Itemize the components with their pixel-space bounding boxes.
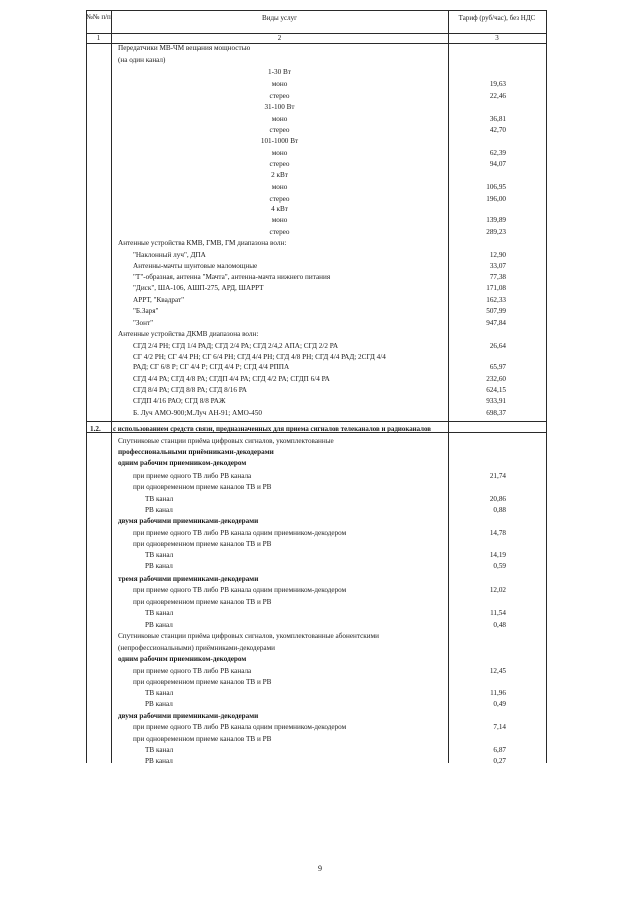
row-tariff-value: 947,84 bbox=[486, 319, 506, 327]
col-number-2: 2 bbox=[277, 34, 282, 42]
row-tariff-value: 0,49 bbox=[493, 700, 506, 708]
row-tariff-value: 0,27 bbox=[493, 757, 506, 765]
row-tariff-value: 20,86 bbox=[489, 495, 506, 503]
row-service-text: РВ канал bbox=[145, 506, 173, 514]
row-service-text: Антенные устройства КМВ, ГМВ, ГМ диапазона волн: bbox=[118, 239, 287, 247]
header-num bbox=[86, 13, 111, 21]
row-service-text: при одновременном приеме каналов ТВ и РВ bbox=[133, 735, 272, 743]
row-tariff-value: 196,00 bbox=[486, 195, 506, 203]
row-tariff-value: 21,74 bbox=[489, 472, 506, 480]
row-tariff-value: 507,99 bbox=[486, 307, 506, 315]
row-service-text: при одновременном приеме каналов ТВ и РВ bbox=[133, 540, 272, 548]
row-service-text: стерео bbox=[269, 126, 290, 134]
col-number-1: 1 bbox=[96, 34, 101, 42]
col-number-3: 3 bbox=[495, 34, 499, 42]
row-service-text: ТВ канал bbox=[145, 689, 174, 697]
row-service-text: (непрофессиональными) приёмниками-декодерами bbox=[118, 644, 276, 652]
row-service-text: Б. Луч АМО-900;М.Луч АН-91; АМО-450 bbox=[133, 409, 262, 417]
row-service-text: "Наклонный луч", ДПА bbox=[133, 251, 206, 259]
row-service-text: АРРТ, "Квадрат" bbox=[133, 296, 185, 304]
row-tariff-value: 77,38 bbox=[489, 273, 506, 281]
row-tariff-value: 19,63 bbox=[489, 80, 506, 88]
table-border-top bbox=[86, 10, 547, 11]
row-service-text: СГ 4/2 РН; СГ 4/4 РН; СГ 6/4 РН; СГД 4/4 РН; СГД 4/8 РН; СГД 4/4 РАД; 2СГД 4/4 bbox=[133, 353, 386, 361]
row-service-text: 1-30 Вт bbox=[268, 68, 291, 76]
row-service-text: одним рабочим приемником-декодером bbox=[118, 459, 247, 467]
row-service-text: двумя рабочими приемниками-декодерами bbox=[118, 712, 259, 720]
row-tariff-value: 7,14 bbox=[493, 723, 506, 731]
row-tariff-value: 106,95 bbox=[486, 183, 506, 191]
row-tariff-value: 22,46 bbox=[489, 92, 506, 100]
row-service-text: стерео bbox=[269, 195, 290, 203]
row-service-text: СГДП 4/16 РАО; СГД 8/8 РАЖ bbox=[133, 397, 226, 405]
row-service-text: при приеме одного ТВ либо РВ канала bbox=[133, 667, 252, 675]
row-tariff-value: 698,37 bbox=[486, 409, 506, 417]
row-tariff-value: 6,87 bbox=[493, 746, 506, 754]
row-service-text: при одновременном приеме каналов ТВ и РВ bbox=[133, 678, 272, 686]
row-service-text: РВ канал bbox=[145, 700, 173, 708]
row-service-text: моно bbox=[271, 80, 288, 88]
row-tariff-value: 162,33 bbox=[486, 296, 506, 304]
header-services bbox=[111, 14, 448, 23]
row-service-text: моно bbox=[271, 149, 288, 157]
row-service-text: "Т"-образная, антенна "Мачта", антенна-мачта нижнего питания bbox=[133, 273, 331, 281]
row-service-text: РВ канал bbox=[145, 621, 173, 629]
row-tariff-value: 0,88 bbox=[493, 506, 506, 514]
row-service-text: при приеме одного ТВ либо РВ канала bbox=[133, 472, 252, 480]
row-service-text: ТВ канал bbox=[145, 746, 174, 754]
row-service-text: тремя рабочими приемниками-декодерами bbox=[118, 575, 259, 583]
row-service-text: стерео bbox=[269, 228, 290, 236]
row-tariff-value: 14,78 bbox=[489, 529, 506, 537]
header-tariff bbox=[452, 14, 542, 22]
row-service-text: "Б.Заря" bbox=[133, 307, 159, 315]
row-service-text: двумя рабочими приемниками-декодерами bbox=[118, 517, 259, 525]
row-service-text: при приеме одного ТВ либо РВ канала одним приемником-декодером bbox=[133, 529, 347, 537]
header-num-label: №№ п/п bbox=[86, 13, 111, 21]
row-service-text: Спутниковые станции приёма цифровых сигналов, укомплектованные bbox=[118, 437, 334, 445]
row-tariff-value: 171,08 bbox=[486, 284, 506, 292]
row-tariff-value: 933,91 bbox=[486, 397, 506, 405]
row-service-text: стерео bbox=[269, 92, 290, 100]
row-tariff-value: 12,45 bbox=[489, 667, 506, 675]
row-number: 1.2. bbox=[90, 425, 101, 433]
row-service-text: "Диск", ША-106, АШП-275, АРД, ШАРРТ bbox=[133, 284, 264, 292]
row-service-text: 4 кВт bbox=[271, 205, 288, 213]
row-service-text: 101-1000 Вт bbox=[260, 137, 299, 145]
row-tariff-value: 42,70 bbox=[489, 126, 506, 134]
row-tariff-value: 0,59 bbox=[493, 562, 506, 570]
row-service-text: (на один канал) bbox=[118, 56, 166, 64]
row-tariff-value: 0,48 bbox=[493, 621, 506, 629]
row-tariff-value: 33,07 bbox=[489, 262, 506, 270]
row-service-text: при одновременном приеме каналов ТВ и РВ bbox=[133, 483, 272, 491]
row-service-text: одним рабочим приемником-декодером bbox=[118, 655, 247, 663]
row-tariff-value: 14,19 bbox=[489, 551, 506, 559]
row-tariff-value: 11,96 bbox=[490, 689, 506, 697]
row-tariff-value: 232,60 bbox=[486, 375, 506, 383]
row-service-text: РАД; СГ 6/8 Р; СГ 4/4 Р; СГД 4/4 Р; СГД 4/4 РППА bbox=[133, 363, 290, 371]
row-service-text: СГД 4/4 РА; СГД 4/8 РА; СГДП 4/4 РА; СГД 4/2 РА; СГДП 6/4 РА bbox=[133, 375, 330, 383]
row-tariff-value: 62,39 bbox=[489, 149, 506, 157]
row-service-text: "Зонт" bbox=[133, 319, 154, 327]
row-service-text: ТВ канал bbox=[145, 551, 174, 559]
row-tariff-value: 65,97 bbox=[489, 363, 506, 371]
row-service-text: ТВ канал bbox=[145, 495, 174, 503]
row-service-text: РВ канал bbox=[145, 757, 173, 765]
row-service-text: с использованием средств связи, предназначенных для приема сигналов телеканалов и радиоканалов bbox=[113, 426, 431, 433]
row-tariff-value: 289,23 bbox=[486, 228, 506, 236]
row-service-text: Антенны-мачты шунтовые маломощные bbox=[133, 262, 258, 270]
section-rule-top bbox=[86, 421, 547, 422]
row-service-text: моно bbox=[271, 183, 288, 191]
page-number: 9 bbox=[318, 864, 322, 873]
row-service-text: СГД 2/4 РН; СГД 1/4 РАД; СГД 2/4 РА; СГД 2/4,2 АПА; СГД 2/2 РА bbox=[133, 342, 339, 350]
row-service-text: Антенные устройства ДКМВ диапазона волн: bbox=[118, 330, 259, 338]
row-service-text: ТВ канал bbox=[145, 609, 174, 617]
row-tariff-value: 26,64 bbox=[489, 342, 506, 350]
row-tariff-value: 12,90 bbox=[489, 251, 506, 259]
row-service-text: при приеме одного ТВ либо РВ канала одним приемником-декодером bbox=[133, 723, 347, 731]
row-service-text: стерео bbox=[269, 160, 290, 168]
row-tariff-value: 94,07 bbox=[489, 160, 506, 168]
table-border-left bbox=[86, 10, 87, 763]
row-tariff-value: 12,02 bbox=[489, 586, 506, 594]
row-service-text: 31-100 Вт bbox=[264, 103, 295, 111]
row-service-text: Спутниковые станции приёма цифровых сигналов, укомплектованные абонентскими bbox=[118, 632, 380, 640]
row-service-text: РВ канал bbox=[145, 562, 173, 570]
row-service-text: 2 кВт bbox=[271, 171, 288, 179]
row-tariff-value: 11,54 bbox=[490, 609, 506, 617]
row-service-text: СГД 8/4 РА; СГД 8/8 РА; СГД 8/16 РА bbox=[133, 386, 247, 394]
row-tariff-value: 36,81 bbox=[489, 115, 506, 123]
row-service-text: Передатчики МВ-ЧМ вещания мощностью bbox=[118, 44, 251, 52]
row-service-text: при одновременном приеме каналов ТВ и РВ bbox=[133, 598, 272, 606]
table-border-right bbox=[546, 10, 547, 763]
row-service-text: моно bbox=[271, 115, 288, 123]
row-tariff-value: 624,15 bbox=[486, 386, 506, 394]
header-services-label: Виды услуг bbox=[262, 14, 297, 22]
row-service-text: моно bbox=[271, 216, 288, 224]
row-tariff-value: 139,89 bbox=[486, 216, 506, 224]
header-tariff-label: Тариф (руб/час), без НДС bbox=[458, 14, 536, 22]
row-service-text: профессиональными приёмниками-декодерами bbox=[118, 448, 274, 456]
row-service-text: при приеме одного ТВ либо РВ канала одним приемником-декодером bbox=[133, 586, 347, 594]
